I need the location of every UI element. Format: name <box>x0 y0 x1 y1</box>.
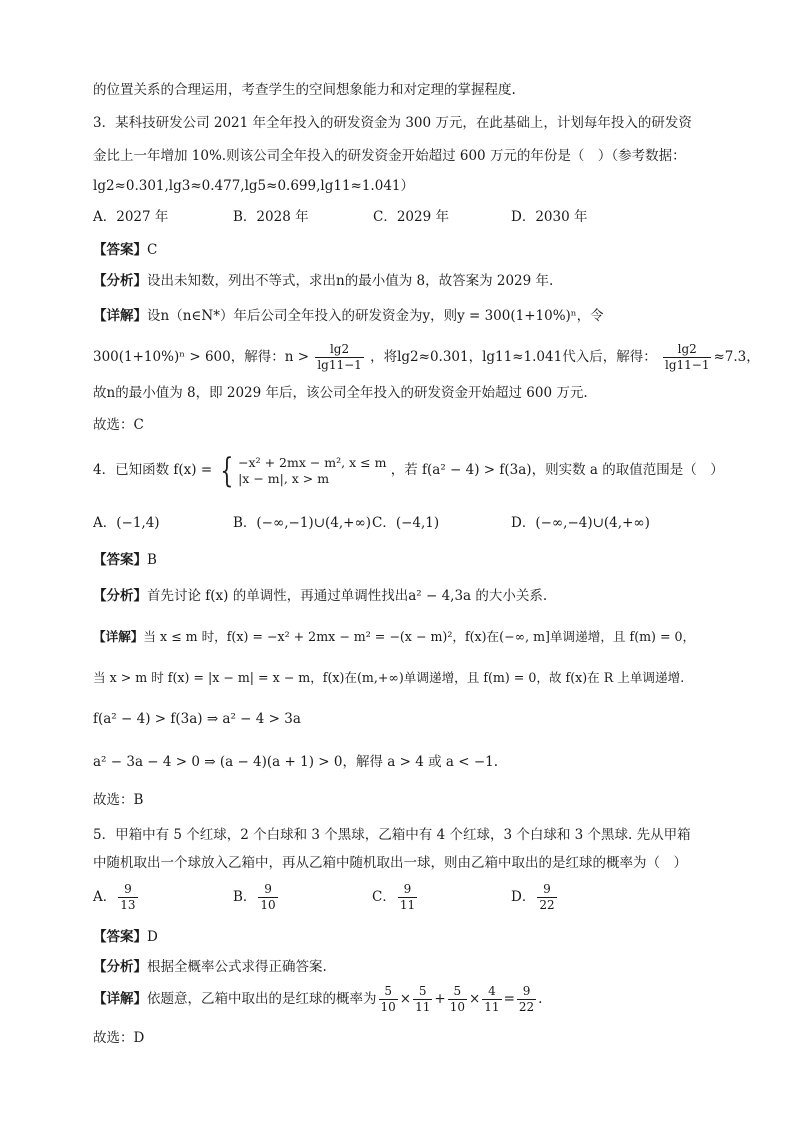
fraction-numerator: 9 <box>517 984 536 1000</box>
fraction <box>398 882 417 913</box>
q3-option-a: A．2027 年 <box>93 209 169 225</box>
q5-option-a <box>93 880 140 914</box>
intro-text: 的位置关系的合理运用，考查学生的空间想象能力和对定理的掌握程度. <box>93 82 516 98</box>
q3-detail-line1 <box>93 306 604 326</box>
q5-analysis <box>93 957 327 977</box>
q3-stem-line1: 3．某科技研发公司 2021 年全年投入的研发资金为 300 万元，在此基础上，计划每年投入的研发资 <box>93 115 692 131</box>
q4-detail-line1 <box>93 627 695 647</box>
q4-answer <box>93 550 157 570</box>
option-label: B． <box>233 889 257 905</box>
fraction-denominator: lg11−1 <box>665 358 710 372</box>
analysis-tag: 【分析】 <box>93 273 147 289</box>
detail-text: ≈7.3， <box>713 349 760 365</box>
q4-lead: 4．已知函数 f(x) = <box>93 462 213 478</box>
answer-tag: 【答案】 <box>93 552 147 568</box>
q4-stem <box>93 450 724 490</box>
q3-option-d: D．2030 年 <box>511 209 588 225</box>
case-1: −x² + 2mx − m², x ≤ m <box>238 454 387 470</box>
piecewise-cases <box>238 455 386 487</box>
analysis-text: 设出未知数，列出不等式，求出n的最小值为 8，故答案为 2029 年. <box>147 273 554 289</box>
q3-option-c: C．2029 年 <box>373 209 449 225</box>
q5-answer <box>93 927 158 947</box>
analysis-tag: 【分析】 <box>93 588 147 604</box>
answer-value: D <box>147 929 158 945</box>
fraction <box>379 984 398 1015</box>
fraction-numerator: 5 <box>448 984 467 1000</box>
detail-text: ，将lg2≈0.301，lg11≈1.041代入后，解得： <box>370 349 657 365</box>
detail-text: 依题意，乙箱中取出的是红球的概率为 <box>147 991 377 1007</box>
q4-option-c: C．(−4,1) <box>372 515 440 531</box>
detail-tag: 【详解】 <box>93 991 147 1007</box>
detail-text: 设n（n∈N*）年后公司全年投入的研发资金为y，则y = 300(1+10%)ⁿ，令 <box>147 308 604 324</box>
fraction-numerator: lg2 <box>663 342 711 358</box>
fraction <box>315 342 363 373</box>
q5-detail <box>93 982 542 1016</box>
detail-text: 300(1+10%)ⁿ > 600，解得：n > <box>93 349 310 365</box>
answer-value: B <box>147 552 157 568</box>
fraction <box>482 984 501 1015</box>
fraction-denominator: 11 <box>399 898 416 912</box>
q5-option-b <box>233 880 280 914</box>
operator: + <box>434 991 446 1007</box>
fraction <box>448 984 467 1015</box>
q5-choice: 故选：D <box>93 1030 145 1046</box>
option-label: D． <box>511 889 536 905</box>
fraction-numerator: 9 <box>118 882 137 898</box>
answer-value: C <box>147 242 158 258</box>
operator: = <box>503 991 515 1007</box>
analysis-text: 根据全概率公式求得正确答案. <box>147 959 327 975</box>
answer-tag: 【答案】 <box>93 242 147 258</box>
q3-detail-line2 <box>93 340 760 374</box>
q5-stem-line1: 5．甲箱中有 5 个红球，2 个白球和 3 个黑球，乙箱中有 4 个红球，3 个白球和 3 个黑球. 先从甲箱 <box>93 827 691 843</box>
fraction-denominator: 22 <box>539 898 555 912</box>
q4-detail-line3: f(a² − 4) > f(3a) ⇒ a² − 4 > 3a <box>93 711 301 727</box>
q4-option-a: A．(−1,4) <box>93 515 160 531</box>
fraction-numerator: 5 <box>379 984 398 1000</box>
q4-choice: 故选：B <box>93 792 144 808</box>
fraction-denominator: 11 <box>415 1000 431 1014</box>
fraction <box>118 882 137 913</box>
q4-detail-line4: a² − 3a − 4 > 0 ⇒ (a − 4)(a + 1) > 0，解得 a > 4 或 a < −1. <box>93 754 499 770</box>
fraction-numerator: 9 <box>537 882 556 898</box>
fraction <box>413 984 432 1015</box>
period: . <box>538 991 543 1007</box>
left-brace: { <box>220 450 234 491</box>
q3-detail-line3: 故n的最小值为 8，即 2029 年后，该公司全年投入的研发资金开始超过 600 万元. <box>93 385 588 401</box>
case-2: |x − m|, x > m <box>238 470 330 486</box>
operator: × <box>468 991 481 1007</box>
fraction <box>258 882 277 913</box>
fraction-denominator: 22 <box>518 1000 535 1014</box>
detail-tag: 【详解】 <box>93 308 147 324</box>
detail-text: 当 x ≤ m 时，f(x) = −x² + 2mx − m² = −(x − m)²，f(x)在(−∞, m]单调递增，且 f(m) = 0， <box>143 629 696 644</box>
fraction-denominator: 13 <box>120 898 136 912</box>
fraction <box>517 984 536 1015</box>
q3-reference-data: lg2≈0.301,lg3≈0.477,lg5≈0.699,lg11≈1.041） <box>93 178 414 194</box>
q5-stem-line2: 中随机取出一个球放入乙箱中，再从乙箱中随机取出一球，则由乙箱中取出的是红球的概率为（ ） <box>93 855 687 871</box>
operator: × <box>399 991 412 1007</box>
q3-analysis <box>93 271 553 291</box>
q3-stem-line2: 金比上一年增加 10%.则该公司全年投入的研发资金开始超过 600 万元的年份是（ ）（参考数据： <box>93 148 686 164</box>
analysis-tag: 【分析】 <box>93 959 147 975</box>
q5-option-d <box>511 880 559 914</box>
fraction-numerator: 9 <box>258 882 277 898</box>
q3-option-b: B．2028 年 <box>233 209 309 225</box>
fraction-numerator: 4 <box>482 984 501 1000</box>
fraction <box>537 882 556 913</box>
fraction-numerator: 9 <box>398 882 417 898</box>
answer-tag: 【答案】 <box>93 929 147 945</box>
q3-choice: 故选：C <box>93 417 144 433</box>
fraction-denominator: 10 <box>260 898 276 912</box>
q4-analysis <box>93 586 547 606</box>
analysis-text: 首先讨论 f(x) 的单调性，再通过单调性找出a² − 4,3a 的大小关系. <box>147 588 548 604</box>
fraction-numerator: 5 <box>413 984 432 1000</box>
fraction <box>663 342 711 373</box>
option-label: A． <box>93 889 117 905</box>
fraction-denominator: lg11−1 <box>317 358 362 372</box>
fraction-numerator: lg2 <box>315 342 363 358</box>
detail-tag: 【详解】 <box>93 629 144 644</box>
q4-option-d: D．(−∞,−4)∪(4,+∞) <box>511 515 650 531</box>
q4-tail: ，若 f(a² − 4) > f(3a)，则实数 a 的取值范围是（ ） <box>390 462 724 478</box>
q4-option-b: B．(−∞,−1)∪(4,+∞) <box>233 515 371 531</box>
fraction-denominator: 11 <box>484 1000 500 1014</box>
q4-detail-line2: 当 x > m 时 f(x) = |x − m| = x − m，f(x)在(m,+∞)单调递增，且 f(m) = 0，故 f(x)在 R 上单调递增. <box>93 670 685 685</box>
option-label: C． <box>372 889 396 905</box>
q3-answer <box>93 240 157 260</box>
fraction-denominator: 10 <box>380 1000 396 1014</box>
fraction-denominator: 10 <box>449 1000 465 1014</box>
q5-option-c <box>372 880 419 914</box>
